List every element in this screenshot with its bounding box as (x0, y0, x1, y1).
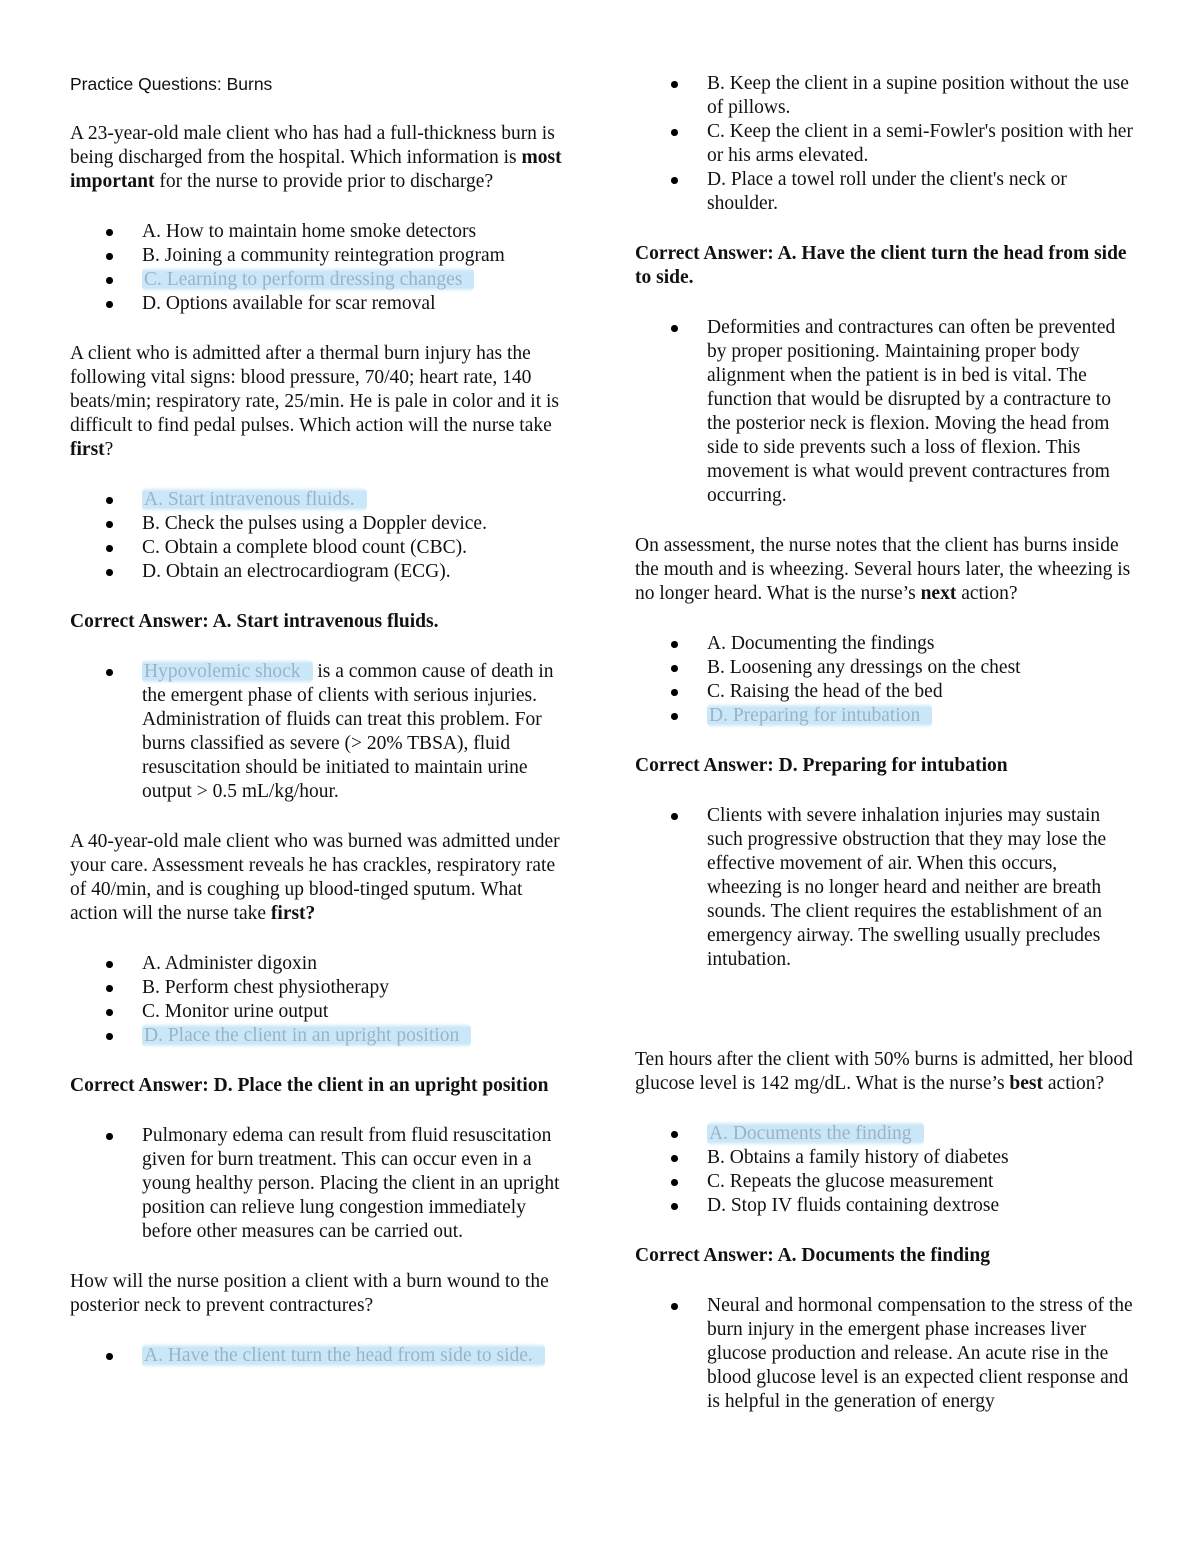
question-2-explanation (70, 660, 570, 804)
question-4-stem: How will the nurse position a client with a burn wound to the posterior neck to prevent contractures? (70, 1271, 549, 1316)
question-3-stem: A 40-year-old male client who was burned was admitted under your care. Assessment reveals he has crackles, respiratory rate of 40/min, and is coughing up blood-tinged sputum. What action will the nurse take first? (70, 831, 560, 924)
question-4-options-part2 (635, 72, 1135, 216)
explanation-item: Deformities and contractures can often be prevented by proper positioning. Maintaining proper body alignment when the patient is in bed is vital. The function that would be disrupted by a contracture to the posterior neck is flexion. Moving the head from side to side prevents such a loss of flexion. This movement is what would prevent contractures from occurring. (635, 316, 1135, 508)
option-item: D. Stop IV fluids containing dextrose (635, 1194, 1135, 1218)
left-column (70, 72, 570, 1394)
question-5-stem: On assessment, the nurse notes that the client has burns inside the mouth and is wheezing. Several hours later, the wheezing is no longer heard. What is the nurse’s next action? (635, 535, 1131, 604)
option-item: A. Documenting the findings (635, 632, 1135, 656)
option-item: C. Raising the head of the bed (635, 680, 1135, 704)
question-6-options (635, 1122, 1135, 1218)
highlight-mark: A. Documents the finding (707, 1121, 924, 1146)
option-item-highlighted (635, 704, 1135, 728)
option-item: A. Administer digoxin (70, 952, 570, 976)
question-5-explanation (635, 804, 1135, 972)
question-1-stem: A 23-year-old male client who has had a full-thickness burn is being discharged from the hospital. Which information is most important for the nurse to provide prior to discharge? (70, 123, 562, 192)
question-2-stem: A client who is admitted after a thermal burn injury has the following vital signs: blood pressure, 70/40; heart rate, 140 beats/min; respiratory rate, 25/min. He is pale in color and it is difficult to find pedal pulses. Which action will the nurse take first? (70, 343, 560, 460)
option-item-highlighted (70, 1024, 570, 1048)
option-item: C. Keep the client in a semi-Fowler's position with her or his arms elevated. (635, 120, 1135, 168)
right-column (635, 72, 1135, 1440)
highlight-mark: D. Place the client in an upright position (142, 1023, 471, 1048)
question-5-answer: Correct Answer: D. Preparing for intubation (635, 755, 1008, 776)
option-item: B. Obtains a family history of diabetes (635, 1146, 1135, 1170)
highlight-mark: A. Have the client turn the head from side to side. (142, 1343, 545, 1368)
explanation-item: Hypovolemic shock is a common cause of death in the emergent phase of clients with serious injuries. Administration of fluids can treat this problem. For burns classified as severe (> 20% TBSA), fluid resuscitation should be initiated to maintain urine output > 0.5 mL/kg/hour. (70, 660, 570, 804)
option-item: C. Obtain a complete blood count (CBC). (70, 536, 570, 560)
highlight-mark: C. Learning to perform dressing changes (142, 267, 474, 292)
explanation-item: Neural and hormonal compensation to the stress of the burn injury in the emergent phase increases liver glucose production and release. An acute rise in the blood glucose level is an expected client response and is helpful in the generation of energy (635, 1294, 1135, 1414)
option-item: B. Keep the client in a supine position without the use of pillows. (635, 72, 1135, 120)
question-2-answer: Correct Answer: A. Start intravenous fluids. (70, 611, 439, 632)
question-5-options (635, 632, 1135, 728)
blank-spacer (635, 998, 1135, 1048)
option-item-highlighted (70, 268, 570, 292)
question-1-options (70, 220, 570, 316)
option-item-highlighted (70, 488, 570, 512)
option-item-highlighted (635, 1122, 1135, 1146)
question-2-options (70, 488, 570, 584)
question-4-answer: Correct Answer: A. Have the client turn the head from side to side. (635, 243, 1127, 288)
option-item: D. Place a towel roll under the client's neck or shoulder. (635, 168, 1135, 216)
option-item: B. Joining a community reintegration program (70, 244, 570, 268)
page-title: Practice Questions: Burns (70, 74, 273, 94)
highlight-mark: A. Start intravenous fluids. (142, 487, 367, 512)
option-item: C. Monitor urine output (70, 1000, 570, 1024)
question-4-explanation (635, 316, 1135, 508)
option-item: B. Check the pulses using a Doppler device. (70, 512, 570, 536)
question-4-options-part1 (70, 1344, 570, 1368)
question-3-explanation (70, 1124, 570, 1244)
option-item: B. Loosening any dressings on the chest (635, 656, 1135, 680)
question-6-stem: Ten hours after the client with 50% burns is admitted, her blood glucose level is 142 mg/dL. What is the nurse’s best action? (635, 1049, 1133, 1094)
option-item-highlighted (70, 1344, 570, 1368)
question-6-explanation (635, 1294, 1135, 1414)
option-item: B. Perform chest physiotherapy (70, 976, 570, 1000)
highlight-mark: Hypovolemic shock (142, 659, 313, 684)
question-3-options (70, 952, 570, 1048)
explanation-item: Pulmonary edema can result from fluid resuscitation given for burn treatment. This can occur even in a young healthy person. Placing the client in an upright position can relieve lung congestion immediately before other measures can be carried out. (70, 1124, 570, 1244)
option-item: C. Repeats the glucose measurement (635, 1170, 1135, 1194)
explanation-item: Clients with severe inhalation injuries may sustain such progressive obstruction that they may lose the effective movement of air. When this occurs, wheezing is no longer heard and neither are breath sounds. The client requires the establishment of an emergency airway. The swelling usually precludes intubation. (635, 804, 1135, 972)
highlight-mark: D. Preparing for intubation (707, 703, 932, 728)
option-item: A. How to maintain home smoke detectors (70, 220, 570, 244)
option-item: D. Obtain an electrocardiogram (ECG). (70, 560, 570, 584)
question-6-answer: Correct Answer: A. Documents the finding (635, 1245, 990, 1266)
question-3-answer: Correct Answer: D. Place the client in an upright position (70, 1075, 549, 1096)
option-item: D. Options available for scar removal (70, 292, 570, 316)
